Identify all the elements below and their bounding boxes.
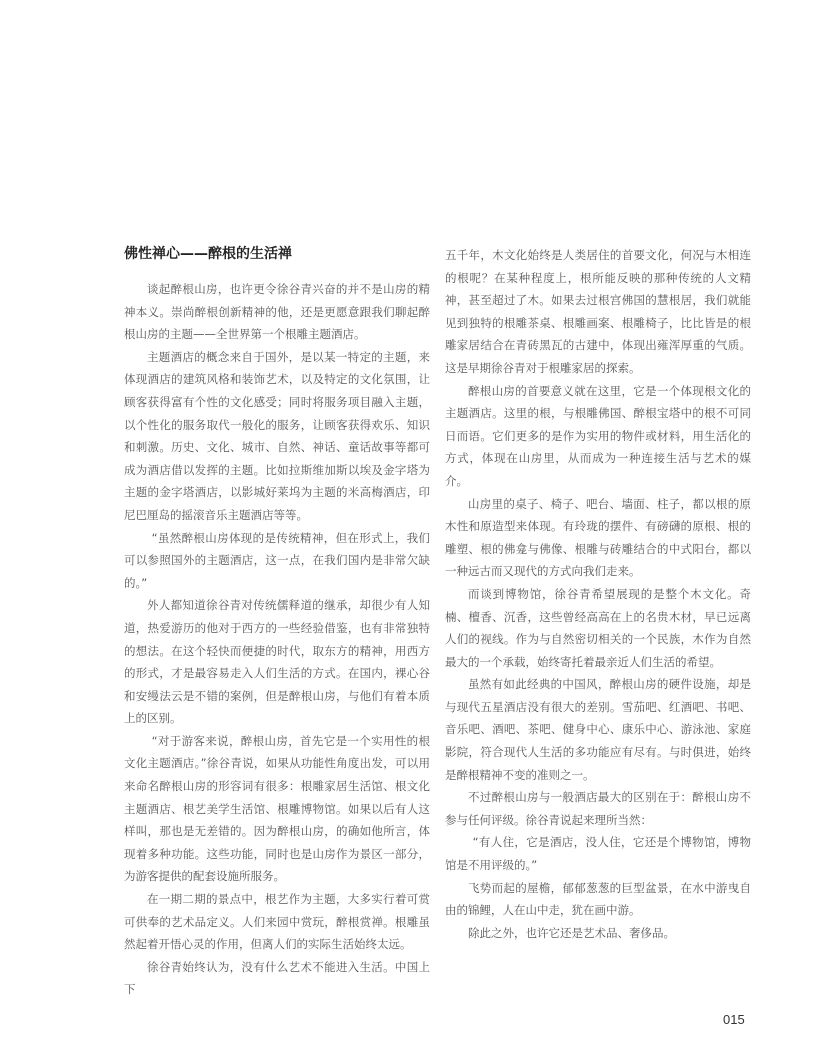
paragraph: 主题酒店的概念来自于国外，是以某一特定的主题，来体现酒店的建筑风格和装饰艺术，以及特定的文化氛围，让顾客获得富有个性的文化感受；同时将服务项目融入主题，以个性化的服务取代一般化的服务，让顾客获得欢乐、知识和刺激。历史、文化、城市、自然、神话、童话故事等都可成为酒店借以发挥的主题。比如拉斯维加斯以埃及金字塔为主题的金字塔酒店，以影城好莱坞为主题的米高梅酒店，印尼巴厘岛的摇滚音乐主题酒店等等。 <box>124 349 430 522</box>
article-title: 佛性禅心——醉根的生活禅 <box>124 246 292 262</box>
paragraph: 而谈到博物馆，徐谷青希望展现的是整个木文化。奇楠、檀香、沉香，这些曾经高高在上的名贵木材，早已远离人们的视线。作为与自然密切相关的一个民族，木作为自然最大的一个承载，始终寄托着最亲近人们生活的希望。 <box>445 586 751 669</box>
quote-paragraph: “对于游客来说，醉根山房，首先它是一个实用性的根文化主题酒店。”徐谷青说，如果从功能性角度出发，可以用来命名醉根山房的形容词有很多：根雕家居生活馆、根文化主题酒店、根艺美学生活馆、根雕博物馆。如果以后有人这样叫，那也是无差错的。因为醉根山房，的确如他所言，体现着多种功能。这些功能，同时也是山房作为景区一部分，为游客提供的配套设施所服务。 <box>124 733 430 884</box>
paragraph: 山房里的桌子、椅子、吧台、墙面、柱子，都以根的原木性和原造型来体现。有玲珑的摆件、有磅礴的原根、根的雕塑、根的佛龛与佛像、根雕与砖雕结合的中式阳台，都以一种远古而又现代的方式向我们走来。 <box>445 496 751 579</box>
paragraph: 不过醉根山房与一般酒店最大的区别在于：醉根山房不参与任何评级。徐谷青说起来理所当然： <box>445 790 751 827</box>
right-column <box>445 244 751 944</box>
page-number: 015 <box>723 1012 745 1027</box>
paragraph: 飞势而起的屋檐，郁郁葱葱的巨型盆景，在水中游曳自由的锦鲤，人在山中走，犹在画中游。 <box>445 880 751 918</box>
quote-paragraph: “有人住，它是酒店，没人住，它还是个博物馆，博物馆是不用评级的。” <box>445 835 751 873</box>
quote-paragraph: “虽然醉根山房体现的是传统精神，但在形式上，我们可以参照国外的主题酒店，这一点，在我们国内是非常欠缺的。” <box>124 530 430 590</box>
paragraph: 在一期二期的景点中，根艺作为主题，大多实行着可赏可供奉的艺术品定义。人们来园中赏玩，醉根赏禅。根雕虽然起着开悟心灵的作用，但离人们的实际生活始终太远。 <box>124 892 430 952</box>
paragraph: 外人都知道徐谷青对传统儒释道的继承，却很少有人知道，热爱游历的他对于西方的一些经验借鉴，也有非常独特的想法。在这个轻快而便捷的时代，取东方的精神，用西方的形式，才是最容易走入人们生活的方式。在国内，裸心谷和安缦法云是不错的案例，但是醉根山房，与他们有着本质上的区别。 <box>124 598 430 726</box>
paragraph: 徐谷青始终认为，没有什么艺术不能进入生活。中国上下 <box>124 959 430 997</box>
left-column <box>124 240 430 1001</box>
paragraph: 虽然有如此经典的中国风，醉根山房的硬件设施，却是与现代五星酒店没有很大的差别。雪茄吧、红酒吧、书吧、音乐吧、酒吧、茶吧、健身中心、康乐中心、游泳池、家庭影院，符合现代人生活的多功能应有尽有。与时俱进，始终是醉根精神不变的准则之一。 <box>445 677 751 782</box>
paragraph: 谈起醉根山房，也许更令徐谷青兴奋的并不是山房的精神本义。崇尚醉根创新精神的他，还是更愿意跟我们聊起醉根山房的主题——全世界第一个根雕主题酒店。 <box>124 282 430 342</box>
paragraph: 除此之外，也许它还是艺术品、奢侈品。 <box>468 925 675 940</box>
continued-paragraph: 五千年，木文化始终是人类居住的首要文化，何况与木相连的根呢？在某种程度上，根所能反映的那种传统的人文精神，甚至超过了木。如果去过根宫佛国的慧根居，我们就能见到独特的根雕茶桌、根雕画案、根雕椅子，比比皆是的根雕家居结合在青砖黑瓦的古建中，体现出雍浑厚重的气质。这是早期徐谷青对于根雕家居的探索。 <box>445 248 751 375</box>
paragraph: 醉根山房的首要意义就在这里，它是一个体现根文化的主题酒店。这里的根，与根雕佛国、醉根宝塔中的根不可同日而语。它们更多的是作为实用的物件或材料，用生活化的方式，体现在山房里，从而成为一种连接生活与艺术的媒介。 <box>445 383 751 488</box>
